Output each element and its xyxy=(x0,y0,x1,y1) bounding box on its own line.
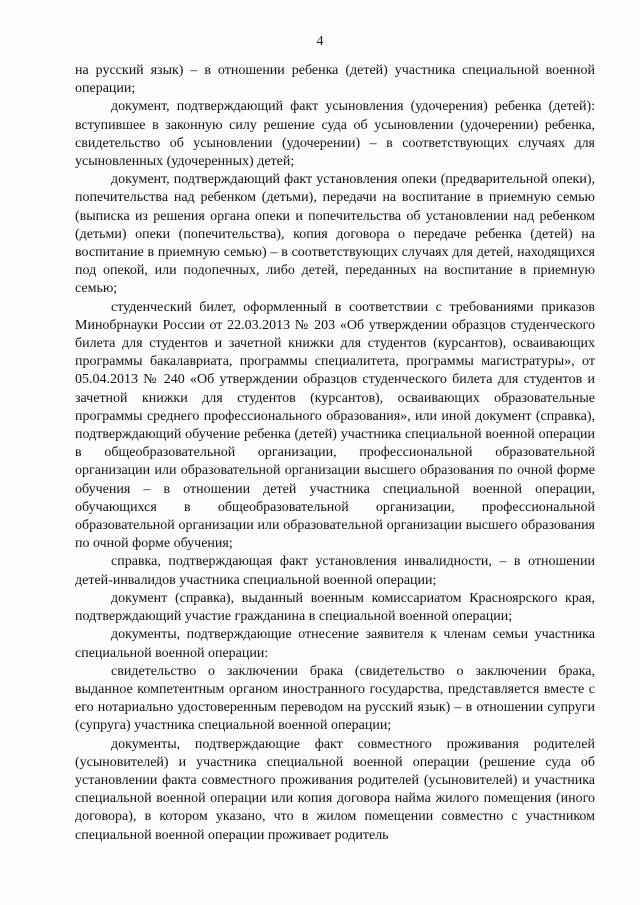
paragraph-guardianship-document: документ, подтверждающий факт установления опеки (предварительной опеки), попечительства над ребенком (детьми), передачи на воспитание в приемную семью (выписка из решения органа опеки и попечительства об установлении над ребенком (детьми) опеки (попечительства), копия договора о передаче ребенка (детей) на воспитание в приемную семью) – в соответствующих случаях для детей, находящихся под опекой, или подопечных, либо детей, переданных на воспитание в приемную семью; xyxy=(75,172,595,297)
paragraph-adoption-document: документ, подтверждающий факт усыновления (удочерения) ребенка (детей): вступившее в законную силу решение суда об усыновлении (удочерении) ребенка, свидетельство об усыновлении (удочерении) – в соответствующих случаях для усыновленных (удочеренных) детей; xyxy=(75,99,595,170)
paragraph-disability-certificate: справка, подтверждающая факт установления инвалидности, – в отношении детей-инвалидов участника специальной военной операции; xyxy=(75,554,595,588)
paragraph-military-commissariat-document: документ (справка), выданный военным комиссариатом Красноярского края, подтверждающий участие гражданина в специальной военной операции; xyxy=(75,590,595,625)
paragraph-marriage-certificate: свидетельство о заключении брака (свидетельство о заключении брака, выданное компетентным органом иностранного государства, представляется вместе с его нотариально удостоверенным переводом на русский язык) – в отношении супруги (супруга) участника специальной военной операции; xyxy=(75,663,595,734)
paragraph-cohabitation-documents: документы, подтверждающие факт совместного проживания родителей (усыновителей) и участника специальной военной операции (решение суда об установлении факта совместного проживания родителей (усыновителей) и участника специальной военной операции или копия договора найма жилого помещения (иного договора), в котором указано, что в жилом помещении совместно с участником специальной военной операции проживает родитель xyxy=(75,736,595,843)
paragraph-family-membership-documents: документы, подтверждающие отнесение заявителя к членам семьи участника специальной военной операции: xyxy=(75,627,595,661)
page-number: 4 xyxy=(316,34,324,49)
paragraph-student-card: студенческий билет, оформленный в соответствии с требованиями приказов Минобрнауки России от 22.03.2013 № 203 «Об утверждении образцов студенческого билета для студентов и зачетной книжки для студентов (курсантов), осваивающих программы бакалавриата, программы специалитета, программы магистратуры», от 05.04.2013 № 240 «Об утверждении образцов студенческого билета для студентов и зачетной книжки для студентов (курсантов), осваивающих образовательные программы среднего профессионального образования», или иной документ (справка), подтверждающий обучение ребенка (детей) участника специальной военной операции в общеобразовательной организации, профессиональной образовательной организации или образовательной организации высшего образования по очной форме обучения – в отношении детей участника специальной военной операции, обучающихся в общеобразовательной организации, профессиональной образовательной организации или образовательной организации высшего образования по очной форме обучения; xyxy=(75,299,595,552)
paragraph-continuation: на русский язык) – в отношении ребенка (детей) участника специальной военной операции; xyxy=(75,63,595,97)
document-body xyxy=(75,62,595,845)
